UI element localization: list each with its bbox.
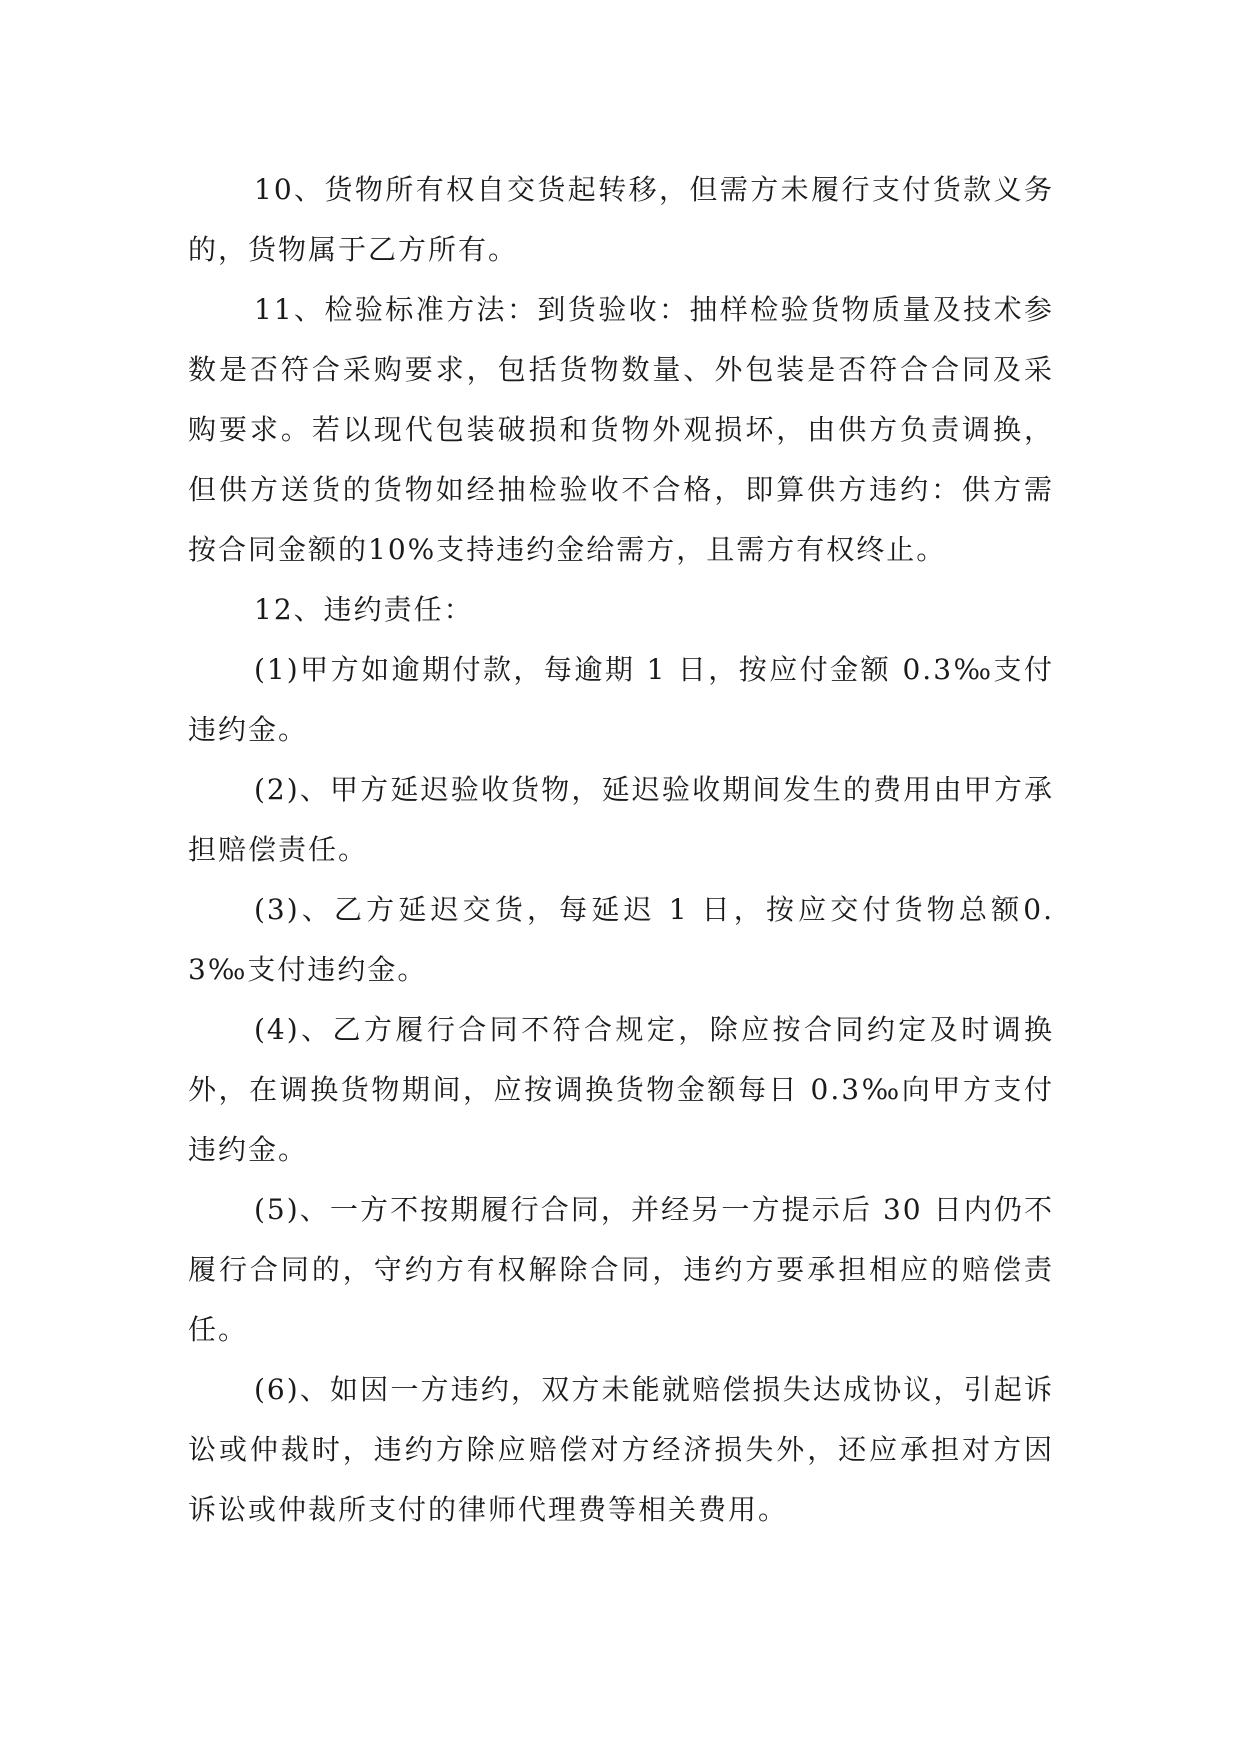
paragraph-liability-item-3: (3)、乙方延迟交货，每延迟 1 日，按应交付货物总额0.3‰支付违约金。 (188, 893, 1054, 986)
paragraph-liability-heading: 12、违约责任： (254, 593, 474, 626)
paragraph-liability-item-4: (4)、乙方履行合同不符合规定，除应按合同约定及时调换外，在调换货物期间，应按调换货物金额每日 0.3‰向甲方支付违约金。 (188, 1013, 1054, 1166)
paragraph-liability-item-1: (1)甲方如逾期付款，每逾期 1 日，按应付金额 0.3‰支付违约金。 (188, 653, 1054, 746)
paragraph-inspection-standard: 11、检验标准方法：到货验收：抽样检验货物质量及技术参数是否符合采购要求，包括货物数量、外包装是否符合合同及采购要求。若以现代包装破损和货物外观损坏，由供方负责调换，但供方送货的货物如经抽检验收不合格，即算供方违约：供方需按合同金额的10%支持违约金给需方，且需方有权终止。 (188, 293, 1054, 566)
paragraph-ownership-transfer: 10、货物所有权自交货起转移，但需方未履行支付货款义务的，货物属于乙方所有。 (188, 173, 1054, 266)
paragraph-liability-item-5: (5)、一方不按期履行合同，并经另一方提示后 30 日内仍不履行合同的，守约方有权解除合同，违约方要承担相应的赔偿责任。 (188, 1193, 1054, 1346)
document-body (188, 160, 1054, 1540)
paragraph-liability-item-6: (6)、如因一方违约，双方未能就赔偿损失达成协议，引起诉讼或仲裁时，违约方除应赔偿对方经济损失外，还应承担对方因诉讼或仲裁所支付的律师代理费等相关费用。 (188, 1373, 1054, 1526)
paragraph-liability-item-2: (2)、甲方延迟验收货物，延迟验收期间发生的费用由甲方承担赔偿责任。 (188, 773, 1054, 866)
